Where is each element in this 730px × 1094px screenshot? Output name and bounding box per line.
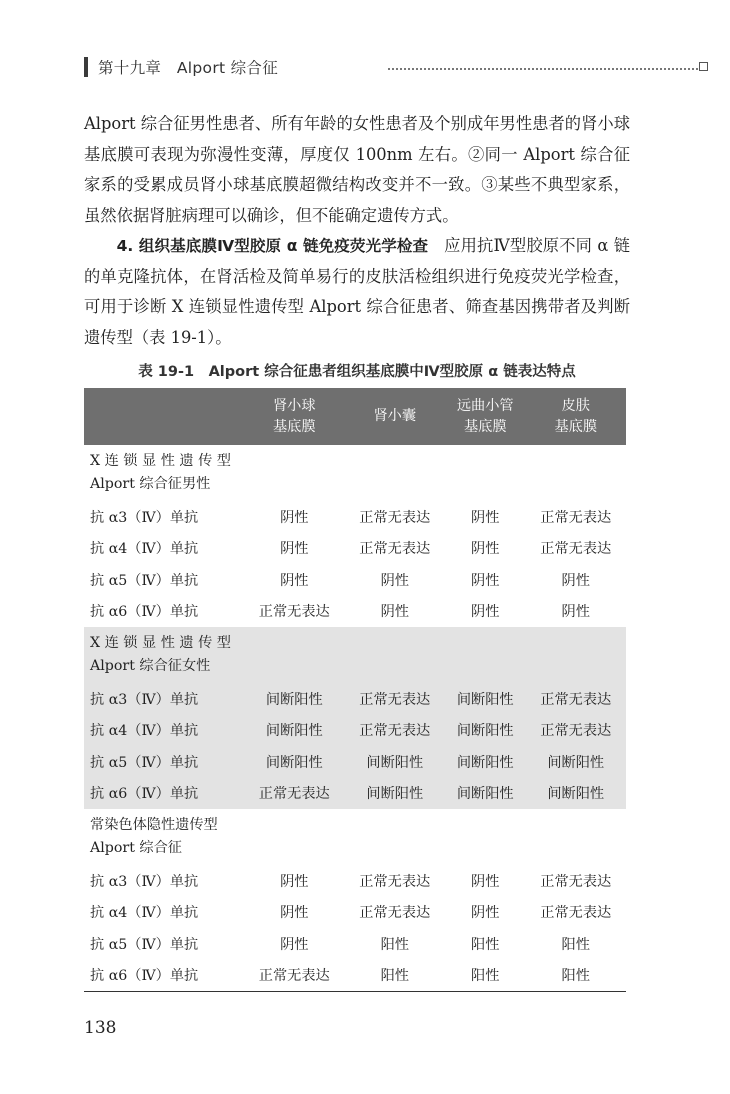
table-cell: 阳性 — [471, 936, 500, 953]
table-cell: 间断阳性 — [445, 715, 525, 747]
running-head-dotted-rule — [388, 68, 698, 70]
group-title-row — [84, 627, 626, 683]
header-line: 皮肤 — [561, 397, 590, 414]
expression-table — [84, 388, 626, 992]
table-cell: 阳性 — [380, 936, 409, 953]
table-cell: 阴性 — [280, 509, 309, 526]
table-row — [84, 533, 626, 565]
table-cell: 阳性 — [345, 960, 446, 992]
group-xl-male — [84, 445, 626, 627]
table-cell: 阴性 — [471, 509, 500, 526]
row-label: 抗 α3（Ⅳ）单抗 — [90, 509, 199, 526]
header-line: 肾小囊 — [373, 408, 417, 424]
table-cell: 间断阳性 — [244, 715, 345, 747]
table-row — [84, 778, 626, 810]
section-body: 应用抗Ⅳ型胶原不同 α 链的单克隆抗体，在肾活检及简单易行的皮肤活检组织进行免疫荧光学检查，可用于诊断 X 连锁显性遗传型 Alport 综合征患者、筛查基因携带者及判断遗传型（表 19-1）。 — [84, 236, 630, 347]
header-bowman-capsule — [345, 388, 446, 445]
row-label: 抗 α5（Ⅳ）单抗 — [90, 936, 199, 953]
running-head-end-square — [699, 62, 708, 71]
row-label: 抗 α5（Ⅳ）单抗 — [84, 746, 244, 778]
table-caption: 表 19-1 Alport 综合征患者组织基底膜中Ⅳ型胶原 α 链表达特点 — [138, 364, 576, 380]
section-heading: 4. 组织基底膜Ⅳ型胶原 α 链免疫荧光学检查 — [116, 237, 429, 255]
group-xl-female — [84, 627, 626, 809]
table-cell: 正常无表达 — [540, 541, 612, 558]
table-cell: 正常无表达 — [540, 509, 612, 526]
table-cell: 正常无表达 — [359, 905, 431, 922]
table-cell: 间断阳性 — [345, 778, 446, 810]
table-cell: 阴性 — [561, 572, 590, 589]
table-cell: 间断阳性 — [525, 778, 626, 810]
table-cell: 正常无表达 — [540, 873, 612, 890]
running-head — [84, 55, 630, 81]
paragraph-2 — [84, 231, 630, 353]
table-cell: 正常无表达 — [244, 960, 345, 992]
header-line: 基底膜 — [554, 418, 598, 435]
group-title-line: Alport 综合征女性 — [90, 658, 211, 674]
header-glomerular-bm — [244, 388, 345, 445]
header-line: 基底膜 — [463, 418, 507, 435]
table-cell: 阴性 — [280, 936, 309, 953]
group-title-line: 常染色体隐性遗传型 — [90, 817, 218, 833]
table-cell: 正常无表达 — [359, 509, 431, 526]
table-row — [84, 501, 626, 533]
row-label: 抗 α6（Ⅳ）单抗 — [90, 604, 199, 621]
page-number: 138 — [84, 1018, 117, 1038]
header-skin-bm — [525, 388, 626, 445]
header-line: 基底膜 — [272, 418, 316, 435]
group-title-line: Alport 综合征 — [90, 840, 182, 856]
table-cell: 阳性 — [561, 936, 590, 953]
table-cell: 正常无表达 — [244, 778, 345, 810]
group-title — [84, 809, 626, 865]
header-line: 远曲小管 — [456, 397, 514, 414]
group-ar — [84, 809, 626, 992]
header-distal-tubule-bm — [445, 388, 525, 445]
table-row — [84, 715, 626, 747]
table-cell: 阴性 — [280, 541, 309, 558]
table-cell: 阴性 — [471, 905, 500, 922]
paragraph-1: Alport 综合征男性患者、所有年龄的女性患者及个别成年男性患者的肾小球基底膜可表现为弥漫性变薄，厚度仅 100nm 左右。②同一 Alport 综合征家系的受累成员肾小球基底膜超微结构改变并不一致。③某些不典型家系，虽然依据肾脏病理可以确诊，但不能确定遗传方式。 — [84, 114, 630, 225]
running-head-bar — [84, 57, 88, 77]
group-title-line: Alport 综合征男性 — [90, 476, 211, 492]
table-row — [84, 683, 626, 715]
row-label: 抗 α5（Ⅳ）单抗 — [90, 572, 199, 589]
row-label: 抗 α3（Ⅳ）单抗 — [84, 683, 244, 715]
table-row — [84, 897, 626, 929]
row-label: 抗 α6（Ⅳ）单抗 — [84, 778, 244, 810]
table-cell: 间断阳性 — [244, 683, 345, 715]
row-label: 抗 α4（Ⅳ）单抗 — [90, 541, 199, 558]
table-cell: 阴性 — [471, 873, 500, 890]
table-row — [84, 596, 626, 628]
table-cell: 正常无表达 — [359, 541, 431, 558]
table-cell: 间断阳性 — [445, 746, 525, 778]
table-cell: 阴性 — [561, 604, 590, 621]
table-cell: 正常无表达 — [540, 905, 612, 922]
table-row — [84, 746, 626, 778]
table-cell: 阴性 — [471, 541, 500, 558]
row-label: 抗 α6（Ⅳ）单抗 — [84, 960, 244, 992]
table-cell: 阴性 — [471, 604, 500, 621]
header-cell-empty — [84, 388, 244, 445]
table-header-row — [84, 388, 626, 445]
table-cell: 阳性 — [525, 960, 626, 992]
table-cell: 阴性 — [380, 604, 409, 621]
group-title-row — [84, 445, 626, 501]
table-cell: 正常无表达 — [525, 715, 626, 747]
table-cell: 阴性 — [280, 905, 309, 922]
table-cell: 正常无表达 — [359, 873, 431, 890]
group-title-line: X 连 锁 显 性 遗 传 型 — [90, 635, 231, 651]
chapter-title: Alport 综合征 — [176, 59, 278, 77]
body-text — [84, 109, 630, 353]
table-cell: 间断阳性 — [525, 746, 626, 778]
row-label: 抗 α3（Ⅳ）单抗 — [90, 873, 199, 890]
table-cell: 阴性 — [471, 572, 500, 589]
header-line: 肾小球 — [272, 397, 316, 414]
table-cell: 间断阳性 — [244, 746, 345, 778]
table-cell: 阳性 — [445, 960, 525, 992]
table-cell: 正常无表达 — [525, 683, 626, 715]
table-cell: 阴性 — [280, 873, 309, 890]
table-cell: 间断阳性 — [445, 683, 525, 715]
group-title-row — [84, 809, 626, 865]
table-row — [84, 865, 626, 897]
group-title — [84, 627, 626, 683]
chapter-number: 第十九章 — [98, 59, 162, 77]
table-cell: 间断阳性 — [445, 778, 525, 810]
table-cell: 正常无表达 — [258, 604, 330, 621]
table-cell: 阴性 — [380, 572, 409, 589]
table-cell: 阴性 — [280, 572, 309, 589]
row-label: 抗 α4（Ⅳ）单抗 — [84, 715, 244, 747]
running-head-text — [98, 56, 278, 78]
row-label: 抗 α4（Ⅳ）单抗 — [90, 905, 199, 922]
table-cell: 间断阳性 — [345, 746, 446, 778]
group-title — [84, 445, 626, 501]
table-row — [84, 564, 626, 596]
table-row — [84, 928, 626, 960]
group-title-line: X 连 锁 显 性 遗 传 型 — [90, 453, 231, 469]
table-cell: 正常无表达 — [345, 683, 446, 715]
table-cell: 正常无表达 — [345, 715, 446, 747]
table-row — [84, 960, 626, 992]
